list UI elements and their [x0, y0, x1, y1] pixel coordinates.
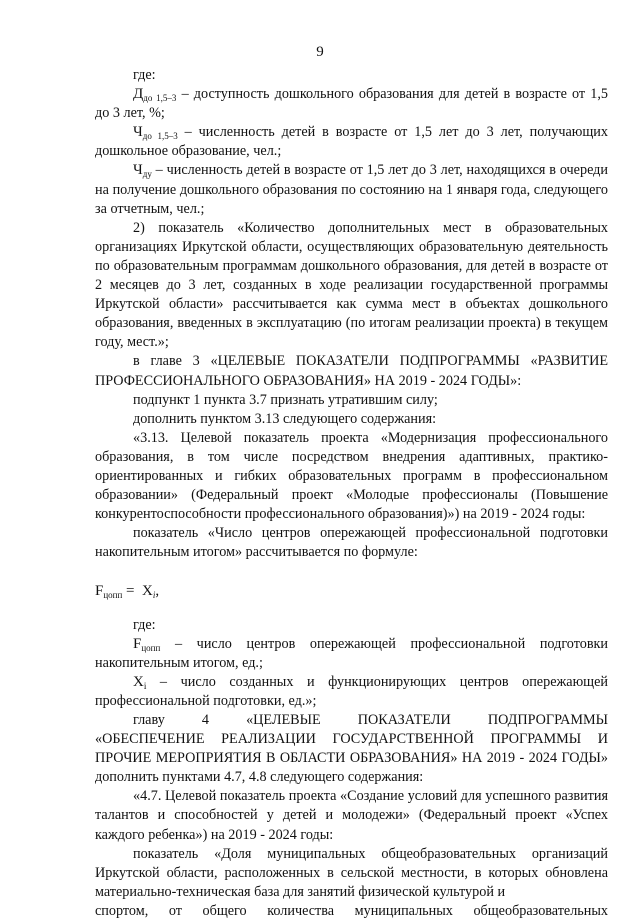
paragraph-3-13: «3.13. Целевой показатель проекта «Модернизация профессионального образования, в том числе посредством внедрения адаптивных, практико-ориентированных и гибких образовательных программ в профессиональном образовании» (Федеральный проект «Молодые профессионалы (Повышение конкурентоспособности профессионального образования)») на 2019 - 2024 годы:	[95, 429, 608, 523]
formula-end: ,	[155, 583, 160, 600]
last-body: показатель «Доля муниципальных общеобразовательных организаций Иркутской области, расположенных в сельской местности, в которых обновлена материально-техническая база для занятий физической культурой и	[95, 845, 608, 900]
symbol: Ч	[133, 124, 143, 141]
definition-text: – число центров опережающей профессиональной подготовки накопительным итогом, ед.;	[95, 635, 608, 671]
subscript: ду	[142, 169, 152, 180]
formula-rhs-subscript: i	[152, 590, 156, 601]
formula-lhs: F	[95, 583, 104, 600]
definition-d-do	[95, 85, 608, 123]
last-line: спортом, от общего количества муниципальных общеобразовательных	[95, 902, 608, 919]
formula-rhs: X	[142, 583, 153, 600]
paragraph-chapter-3: в главе 3 «ЦЕЛЕВЫЕ ПОКАЗАТЕЛИ ПОДПРОГРАММЫ «РАЗВИТИЕ ПРОФЕССИОНАЛЬНОГО ОБРАЗОВАНИЯ» НА 2019 - 2024 ГОДЫ»:	[95, 353, 608, 389]
symbol: Д	[133, 86, 144, 103]
paragraph-subpoint: подпункт 1 пункта 3.7 признать утратившим силу;	[133, 391, 438, 408]
formula-lhs-subscript: цопп	[103, 590, 123, 601]
where-label-2: где:	[133, 616, 156, 633]
paragraph-4-7: «4.7. Целевой показатель проекта «Создание условий для успешного развития талантов и способностей у детей и молодежи» (Федеральный проект «Успех каждого ребенка») на 2019 - 2024 годы:	[95, 788, 608, 843]
symbol: X	[133, 673, 144, 690]
chapter-4-first-line: главу 4 «ЦЕЛЕВЫЕ ПОКАЗАТЕЛИ ПОДПРОГРАММЫ	[133, 712, 608, 728]
definition-ch-du	[95, 161, 608, 218]
paragraph-indicator: показатель «Число центров опережающей профессиональной подготовки накопительным итогом» рассчитывается по формуле:	[95, 525, 608, 561]
symbol: Ч	[133, 162, 143, 179]
chapter-4-rest: «ОБЕСПЕЧЕНИЕ РЕАЛИЗАЦИИ ГОСУДАРСТВЕННОЙ ПРОГРАММЫ И ПРОЧИЕ МЕРОПРИЯТИЯ В ОБЛАСТИ ОБРАЗОВАНИЯ» НА 2019 - 2024 ГОДЫ» дополнить пунктами 4.7, 4.8 следующего содержания:	[95, 731, 608, 786]
subscript: i	[143, 680, 147, 691]
definition-text: – доступность дошкольного образования для детей в возрасте от 1,5 до 3 лет, %;	[95, 86, 608, 122]
subscript: до 1,5–3	[142, 131, 178, 142]
paragraph-add-3-13: дополнить пунктом 3.13 следующего содержания:	[133, 410, 437, 427]
paragraph-last	[95, 845, 608, 921]
where-label: где:	[133, 67, 156, 83]
subscript: до 1,5–3	[143, 93, 177, 104]
definition-x	[95, 673, 608, 711]
page-number: 9	[316, 44, 324, 60]
formula	[95, 582, 608, 601]
definition-text: – численность детей в возрасте от 1,5 лет до 3 лет, получающих дошкольное образование, чел.;	[95, 124, 608, 160]
subscript: цопп	[141, 642, 161, 653]
definition-f	[95, 635, 608, 673]
formula-equals: =	[122, 583, 143, 600]
symbol: F	[133, 635, 142, 652]
document-body	[95, 66, 608, 921]
definition-ch-do	[95, 123, 608, 161]
paragraph-item-2: 2) показатель «Количество дополнительных мест в образовательных организациях Иркутской области, осуществляющих образовательную деятельность по образовательным программам дошкольного образования, для детей в возрасте от 2 месяцев до 3 лет, созданных в ходе реализации государственной программы Иркутской области» рассчитывается как сумма мест в объектах дошкольного образования, введенных в эксплуатацию (по итогам реализации проекта) в текущем году, мест.»;	[95, 219, 608, 351]
paragraph-chapter-4	[95, 711, 608, 787]
definition-text: – численность детей в возрасте от 1,5 лет до 3 лет, находящихся в очереди на получение дошкольного образования по состоянию на 1 января года, следующего за отчетным, чел.;	[95, 162, 608, 217]
definition-text: – число созданных и функционирующих центров опережающей профессиональной подготовки, ед.»;	[95, 673, 608, 709]
